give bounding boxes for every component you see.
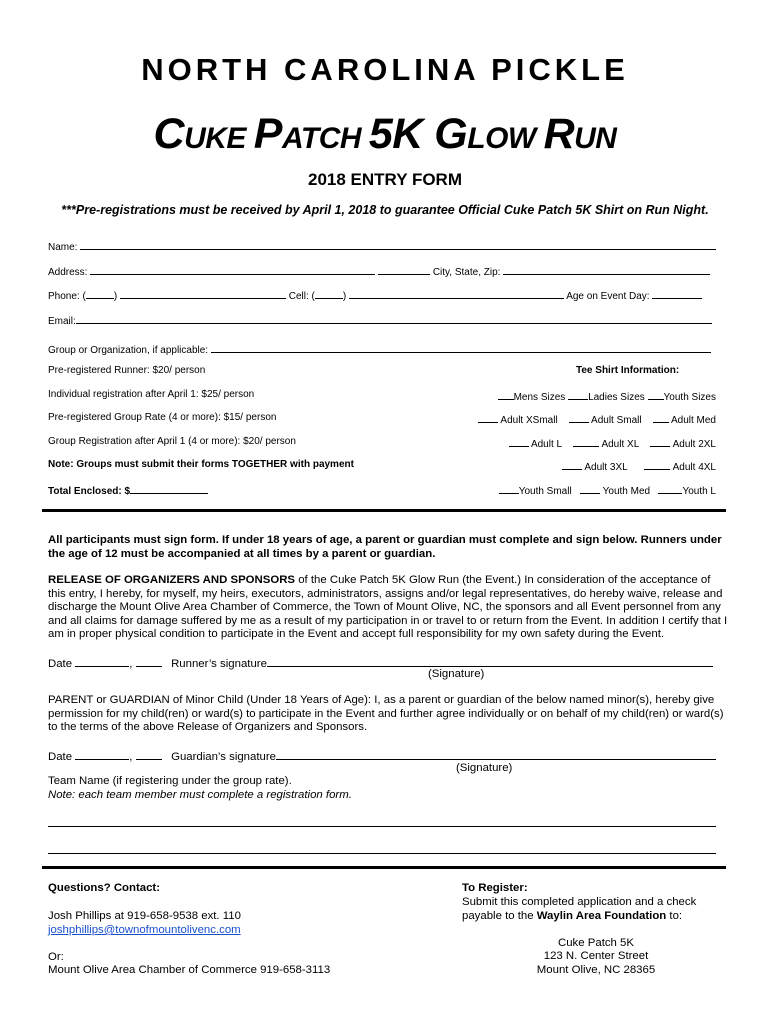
runner-signature-field[interactable] (267, 655, 713, 667)
team-name-line[interactable] (48, 826, 716, 827)
tee-option: Youth Med (602, 486, 651, 497)
tee-checkbox[interactable] (648, 389, 664, 400)
contact-email-row (48, 924, 241, 936)
runner-year-field[interactable] (136, 655, 162, 667)
tee-checkbox[interactable] (653, 412, 669, 423)
preregistration-notice: ***Pre-registrations must be received by April 1, 2018 to guarantee Official Cuke Patch 5K Shirt on Run Night. (61, 203, 709, 217)
release-body: of the Cuke Patch 5K Glow Run (the Event.) In consideration of the acceptance of this entry, I hereby, for myself, my heirs, executors, administrators, assigns and/or legal representatives, do hereby waive, release and discharge the Mount Olive Area Chamber of Commerce, the Town of Mount Olive, NC, the sponsors and all Event personnel from any and all claims for damage suffered by me as a result of my participation in or travel to or return from the Event. In addition I certify that I am in proper physical condition to participate in the Event and accept full responsibility for my own safety during the Event. (48, 574, 728, 640)
tee-option: Adult L (530, 439, 563, 450)
city-state-zip-field[interactable] (503, 264, 710, 275)
tee-checkbox[interactable] (498, 389, 514, 400)
tee-option: Adult XSmall (500, 415, 558, 426)
guardian-signature-field[interactable] (276, 748, 716, 760)
email-label: Email: (48, 316, 76, 327)
group-row (48, 342, 711, 356)
cell-field[interactable] (349, 288, 564, 299)
phone-area-field[interactable] (86, 288, 114, 299)
tee-option: Adult Med (670, 415, 716, 426)
tee-option: Youth Sizes (663, 392, 716, 403)
tee-row-2 (478, 412, 716, 426)
tee-row-3 (509, 436, 716, 450)
release-paragraph (48, 574, 728, 642)
phone-field[interactable] (120, 288, 286, 299)
guardian-signature-caption: (Signature) (456, 762, 513, 774)
phone-row (48, 288, 702, 302)
guardian-date-field[interactable] (75, 748, 129, 760)
tee-checkbox[interactable] (580, 483, 600, 494)
title-part: C (153, 110, 185, 158)
tee-row-1 (498, 389, 716, 403)
register-line-2-pre: payable to the (462, 910, 537, 922)
cell-label: Cell: ( (288, 291, 315, 302)
mailing-address-3: Mount Olive, NC 28365 (536, 964, 656, 976)
team-note: Note: each team member must complete a registration form. (48, 789, 352, 801)
tee-checkbox[interactable] (562, 459, 582, 470)
mailing-address-1: Cuke Patch 5K (558, 937, 634, 949)
title-line-1: NORTH CAROLINA PICKLE (141, 52, 629, 87)
price-group-rate: Pre-registered Group Rate (4 or more): $15/ person (48, 412, 277, 423)
title-part: LOW (467, 122, 544, 155)
group-payment-note: Note: Groups must submit their forms TOGETHER with payment (48, 459, 354, 470)
tee-checkbox[interactable] (499, 483, 519, 494)
runner-signature-row: Date , Runner’s signature (48, 655, 713, 670)
section-divider (42, 509, 726, 512)
register-line-2-post: to: (666, 910, 683, 922)
price-group-after: Group Registration after April 1 (4 or more): $20/ person (48, 436, 296, 447)
tee-option: Adult 2XL (672, 439, 716, 450)
form-subtitle: 2018 ENTRY FORM (308, 170, 462, 189)
group-field[interactable] (211, 342, 711, 353)
tee-checkbox[interactable] (478, 412, 498, 423)
tee-checkbox[interactable] (569, 412, 589, 423)
tee-checkbox[interactable] (644, 459, 670, 470)
phone-close: ) (113, 291, 118, 302)
runner-date-field[interactable] (75, 655, 129, 667)
tee-checkbox[interactable] (650, 436, 670, 447)
cell-close: ) (342, 291, 347, 302)
register-heading: To Register: (462, 882, 528, 894)
title-part: R (543, 110, 575, 158)
payee-name: Waylin Area Foundation (536, 910, 667, 922)
title-line-2 (0, 110, 770, 159)
register-line-2 (462, 910, 682, 922)
waiver-intro: All participants must sign form. If under 18 years of age, a parent or guardian must complete and sign below. Runners under the age of 12 must be accompanied at all times by a parent or guardian. (48, 534, 722, 560)
tee-checkbox[interactable] (573, 436, 599, 447)
tee-row-5 (499, 483, 716, 497)
contact-or: Or: (48, 951, 64, 963)
tee-option: Adult 4XL (672, 462, 716, 473)
name-field[interactable] (80, 239, 716, 250)
cell-area-field[interactable] (315, 288, 343, 299)
title-part: UN (574, 122, 617, 155)
phone-label: Phone: ( (48, 291, 86, 302)
release-heading: RELEASE OF ORGANIZERS AND SPONSORS (48, 574, 296, 586)
email-field[interactable] (76, 313, 712, 324)
contact-person: Josh Phillips at 919-658-9538 ext. 110 (48, 910, 241, 922)
title-part: P (253, 110, 282, 158)
age-field[interactable] (652, 288, 702, 299)
total-field[interactable] (130, 483, 208, 494)
register-line-1: Submit this completed application and a check (462, 896, 697, 908)
contact-chamber: Mount Olive Area Chamber of Commerce 919-658-3113 (48, 964, 331, 976)
city-state-zip-label: City, State, Zip: (432, 267, 501, 278)
address-row (48, 264, 710, 278)
tee-heading: Tee Shirt Information: (576, 365, 680, 376)
title-part: UKE (184, 122, 254, 155)
guardian-signature-label: Guardian’s signature (171, 751, 276, 763)
mailing-address-2: 123 N. Center Street (543, 950, 649, 962)
runner-signature-label: Runner’s signature (171, 658, 267, 670)
price-pre-registered: Pre-registered Runner: $20/ person (48, 365, 206, 376)
tee-option: Adult 3XL (584, 462, 628, 473)
contact-email-link[interactable]: joshphillips@townofmountolivenc.com (48, 924, 241, 936)
address-label: Address: (48, 267, 88, 278)
section-divider (42, 866, 726, 869)
tee-checkbox[interactable] (568, 389, 588, 400)
email-row (48, 313, 712, 327)
team-name-line[interactable] (48, 853, 716, 854)
tee-checkbox[interactable] (658, 483, 682, 494)
tee-checkbox[interactable] (509, 436, 529, 447)
guardian-year-field[interactable] (136, 748, 162, 760)
parent-guardian-paragraph: PARENT or GUARDIAN of Minor Child (Under 18 Years of Age): I, as a parent or guardian of the below named minor(s), hereby give permission for my child(ren) or ward(s) to participate in the Event and further agree individually or on behalf of my child(ren) or ward(s) to the terms of the above Release of Organizers and Sponsors. (48, 694, 724, 733)
name-label: Name: (48, 242, 78, 253)
tee-option: Mens Sizes (513, 392, 566, 403)
contact-heading: Questions? Contact: (48, 882, 161, 894)
guardian-signature-row: Date , Guardian’s signature (48, 748, 716, 763)
tee-row-4 (562, 459, 716, 473)
tee-option: Adult XL (601, 439, 640, 450)
runner-signature-caption: (Signature) (428, 668, 485, 680)
date-label: Date (48, 751, 73, 763)
title-part: 5K G (368, 110, 468, 158)
age-label: Age on Event Day: (566, 291, 650, 302)
title-part: ATCH (281, 122, 369, 155)
team-name-label: Team Name (if registering under the group rate). (48, 775, 292, 787)
name-row (48, 239, 716, 253)
tee-option: Ladies Sizes (588, 392, 645, 403)
tee-option: Youth L (682, 486, 716, 497)
address-field[interactable] (90, 264, 375, 275)
tee-option: Adult Small (591, 415, 642, 426)
date-label: Date (48, 658, 73, 670)
total-row (48, 483, 208, 497)
address-extra-field[interactable] (378, 264, 430, 275)
total-label: Total Enclosed: $ (48, 486, 131, 497)
tee-option: Youth Small (518, 486, 572, 497)
group-label: Group or Organization, if applicable: (48, 345, 209, 356)
price-individual-after: Individual registration after April 1: $25/ person (48, 389, 255, 400)
